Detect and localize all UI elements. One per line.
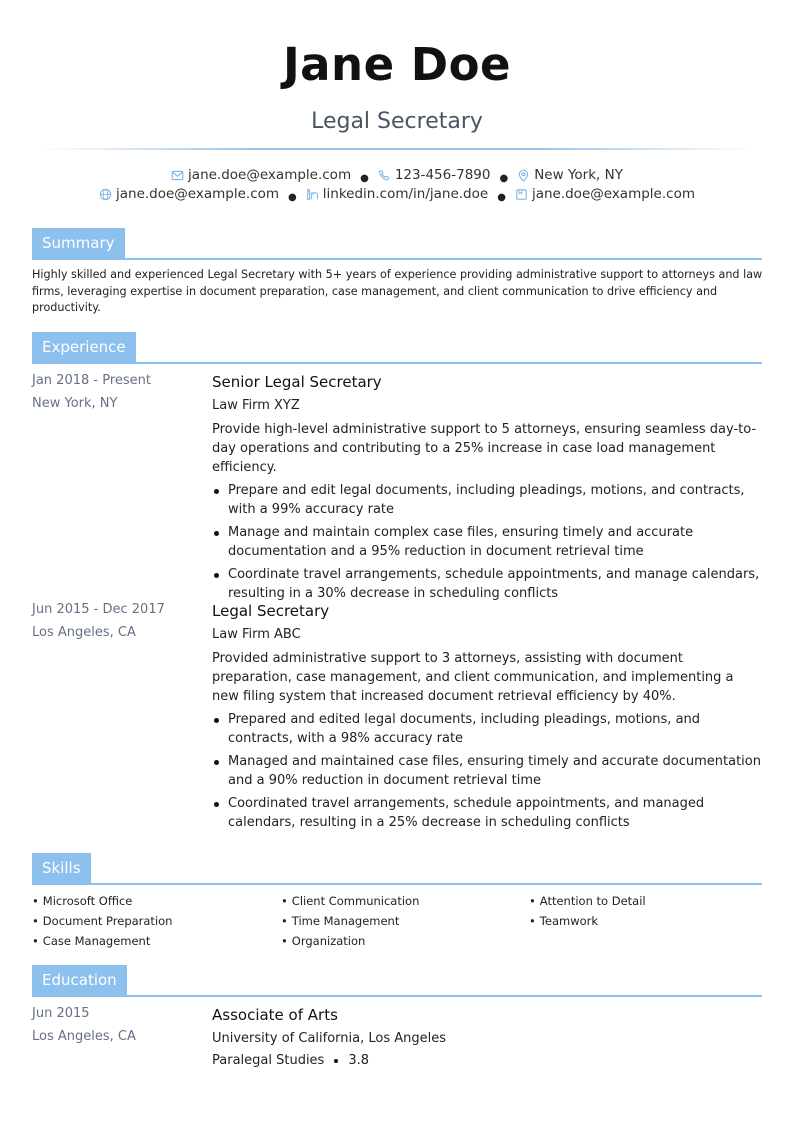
entry-dates: Jun 2015 (32, 1006, 90, 1021)
skill-item: • Time Management (281, 914, 400, 928)
section-rule (32, 883, 762, 885)
entry-location: New York, NY (32, 396, 118, 411)
contact-website-text: jane.doe@example.com (116, 186, 280, 202)
contact-linkedin[interactable] (306, 185, 488, 203)
skill-item: • Microsoft Office (32, 894, 133, 908)
entry-company: Law Firm XYZ (212, 398, 300, 413)
globe-icon (99, 188, 112, 201)
mail-icon (171, 169, 184, 182)
entry-location: Los Angeles, CA (32, 1029, 136, 1044)
entry-meta (32, 601, 202, 647)
bullet-item: Managed and maintained case files, ensuring timely and accurate documentation and a 90% reduction in document retrieval time (212, 752, 764, 790)
summary-text: Highly skilled and experienced Legal Secretary with 5+ years of experience providing administrative support to attorneys and law firms, leveraging expertise in document preparation, case management, and client communication to drive efficiency and productivity. (32, 268, 763, 314)
candidate-name: Jane Doe (282, 38, 512, 91)
location-icon (517, 169, 530, 182)
entry-meta (32, 1005, 202, 1051)
skill-item: • Teamwork (529, 914, 599, 928)
section-title: Education (32, 965, 127, 997)
contact-location (517, 166, 623, 184)
phone-icon (378, 169, 391, 182)
section-title: Experience (32, 332, 136, 364)
skill-item: • Attention to Detail (529, 894, 646, 908)
linkedin-icon (306, 188, 319, 201)
bullet-item: Manage and maintain complex case files, ensuring timely and accurate documentation and a 95% reduction in document retrieval time (212, 523, 764, 561)
experience-section-header (32, 332, 762, 364)
contact-portfolio[interactable] (515, 185, 695, 203)
contact-row-2 (0, 185, 794, 207)
skills-column (281, 891, 521, 951)
bullet-item: Prepared and edited legal documents, including pleadings, motions, and contracts, with a 98% accuracy rate (212, 710, 764, 748)
skill-item: • Case Management (32, 934, 151, 948)
skills-column (32, 891, 272, 951)
skills-column (529, 891, 769, 931)
section-rule (32, 258, 762, 260)
education-degree: Associate of Arts (212, 1006, 338, 1024)
contact-phone-text: 123-456-7890 (394, 167, 491, 183)
section-title: Summary (32, 228, 125, 260)
contact-email[interactable] (171, 166, 351, 184)
entry-role: Legal Secretary (212, 602, 330, 620)
skill-item: • Document Preparation (32, 914, 173, 928)
skills-section-header (32, 853, 762, 885)
contact-linkedin-text: linkedin.com/in/jane.doe (322, 186, 489, 202)
entry-body (212, 1005, 764, 1068)
education-gpa: 3.8 (348, 1053, 370, 1068)
separator-dot: ● (497, 191, 506, 203)
bullet-item: Coordinate travel arrangements, schedule appointments, and manage calendars, resulting in a 30% decrease in scheduling conflicts (212, 565, 764, 603)
entry-location: Los Angeles, CA (32, 625, 136, 640)
education-school: University of California, Los Angeles (212, 1031, 447, 1046)
entry-description: Provide high-level administrative support to 5 attorneys, ensuring seamless day-to-day operations and contributing to a 25% increase in case load management efficiency. (212, 422, 757, 475)
job-title: Legal Secretary (311, 109, 483, 134)
education-details (212, 1053, 764, 1068)
section-title: Skills (32, 853, 91, 885)
entry-body (212, 601, 764, 836)
skill-item: • Client Communication (281, 894, 420, 908)
bullet-item: Coordinated travel arrangements, schedule appointments, and managed calendars, resulting in a 25% decrease in scheduling conflicts (212, 794, 764, 832)
section-rule (32, 362, 762, 364)
contact-email-text: jane.doe@example.com (188, 167, 352, 183)
entry-dates: Jun 2015 - Dec 2017 (32, 602, 165, 617)
bullet-item: Prepare and edit legal documents, including pleadings, motions, and contracts, with a 99% accuracy rate (212, 481, 764, 519)
portfolio-icon (515, 188, 528, 201)
header-divider (40, 148, 754, 150)
entry-bullets (212, 481, 764, 603)
separator-dot: ● (499, 172, 509, 184)
entry-company: Law Firm ABC (212, 627, 301, 642)
entry-bullets (212, 710, 764, 832)
education-field: Paralegal Studies (212, 1053, 325, 1068)
education-section-header (32, 965, 762, 997)
contact-portfolio-text: jane.doe@example.com (531, 186, 695, 202)
skill-item: • Organization (281, 934, 366, 948)
contact-phone[interactable] (378, 166, 491, 184)
separator-dot: ● (360, 172, 369, 184)
entry-description: Provided administrative support to 3 attorneys, assisting with document preparation, case management, and client communication, and implementing a new filing system that increased document retrieval efficiency by 40%. (212, 651, 734, 704)
contact-website[interactable] (99, 185, 279, 203)
entry-body (212, 372, 764, 607)
section-rule (32, 995, 762, 997)
contact-location-text: New York, NY (534, 167, 623, 183)
entry-dates: Jan 2018 - Present (32, 373, 151, 388)
entry-meta (32, 372, 202, 418)
summary-section-header (32, 228, 762, 260)
separator-dot: ● (288, 191, 297, 203)
separator-dot (334, 1059, 338, 1063)
entry-role: Senior Legal Secretary (212, 373, 382, 391)
